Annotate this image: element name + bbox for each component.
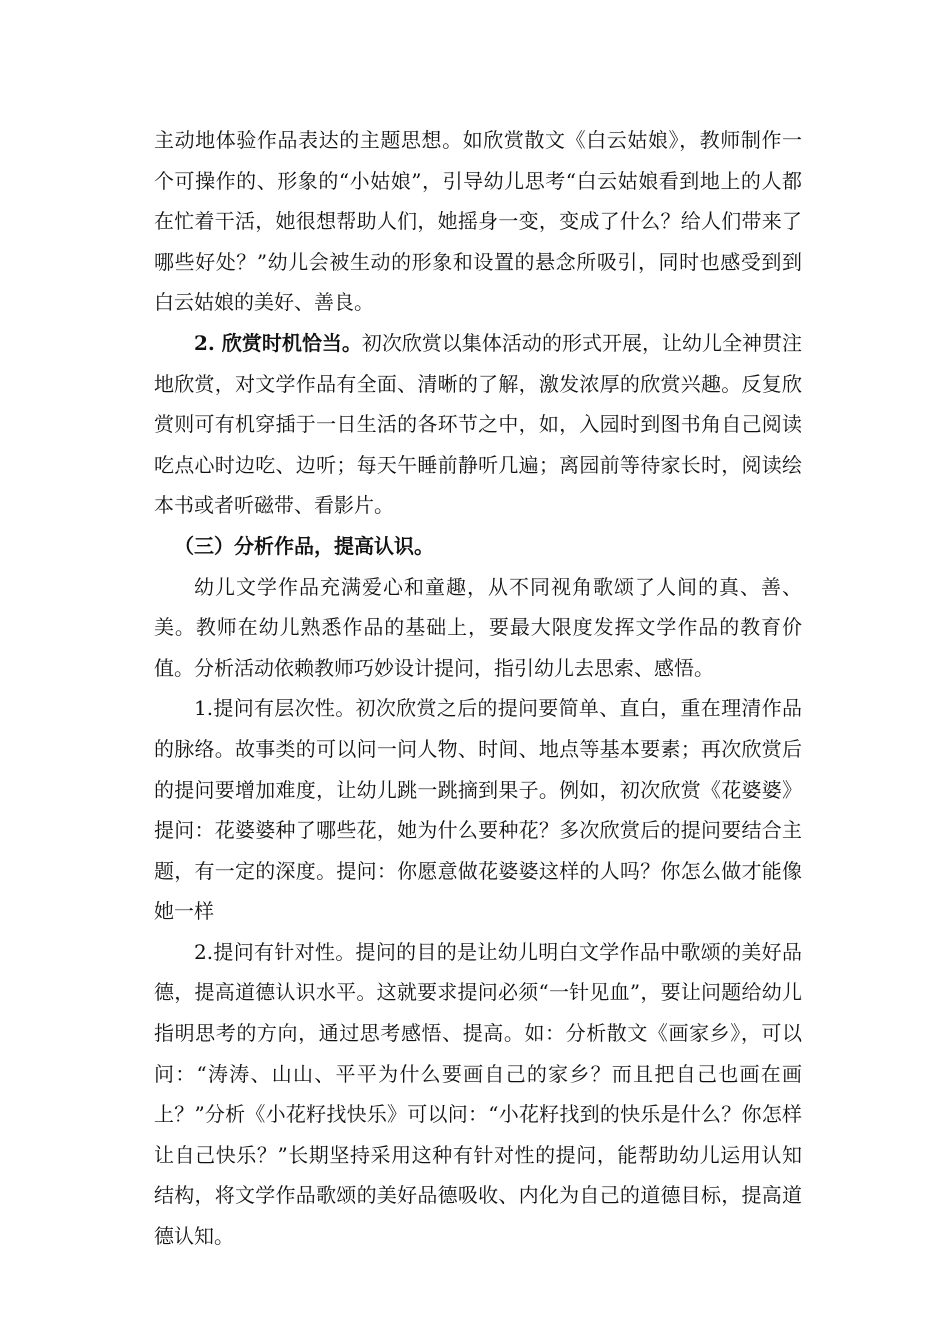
subheading-appreciation-timing: 2. 欣赏时机恰当。: [194, 330, 362, 355]
paragraph-questions-targeted: 2.提问有针对性。提问的目的是让幼儿明白文学作品中歌颂的美好品德，提高道德认识水平。这就要求提问必须“一针见血”，要让问题给幼儿指明思考的方向，通过思考感悟、提高。如：分析散文《画家乡》，可以问：“涛涛、山山、平平为什么要画自己的家乡？而且把自己也画在画上？”分析《小花籽找快乐》可以问：“小花籽找到的快乐是什么？你怎样让自己快乐？”长期坚持采用这种有针对性的提问，能帮助幼儿运用认知结构，将文学作品歌颂的美好品德吸收、内化为自己的道德目标，提高道德认知。: [154, 939, 802, 1249]
section-heading-analyze-works: （三）分析作品，提高认识。: [174, 533, 434, 558]
paragraph-analysis-intro: 幼儿文学作品充满爱心和童趣，从不同视角歌颂了人间的真、善、美。教师在幼儿熟悉作品的基础上，要最大限度发挥文学作品的教育价值。分析活动依赖教师巧妙设计提问，指引幼儿去思索、感悟。: [154, 574, 802, 680]
paragraph-appreciation-timing: [154, 323, 802, 526]
document-body: [154, 120, 802, 1257]
paragraph-appreciation-timing-text: 初次欣赏以集体活动的形式开展，让幼儿全神贯注地欣赏，对文学作品有全面、清晰的了解，激发浓厚的欣赏兴趣。反复欣赏则可有机穿插于一日生活的各环节之中，如，入园时到图书角自己阅读吃点心时边吃、边听；每天午睡前静听几遍；离园前等待家长时，阅读绘本书或者听磁带、看影片。: [154, 330, 803, 518]
paragraph-white-cloud-example: 主动地体验作品表达的主题思想。如欣赏散文《白云姑娘》，教师制作一个可操作的、形象的“小姑娘”，引导幼儿思考“白云姑娘看到地上的人都在忙着干活，她很想帮助人们，她摇身一变，变成了什么？给人们带来了哪些好处？”幼儿会被生动的形象和设置的悬念所吸引，同时也感受到到白云姑娘的美好、善良。: [154, 128, 802, 315]
paragraph-questions-layered: 1.提问有层次性。初次欣赏之后的提问要简单、直白，重在理清作品的脉络。故事类的可以问一问人物、时间、地点等基本要素；再次欣赏后的提问要增加难度，让幼儿跳一跳摘到果子。例如，初次欣赏《花婆婆》提问：花婆婆种了哪些花，她为什么要种花？多次欣赏后的提问要结合主题，有一定的深度。提问：你愿意做花婆婆这样的人吗？你怎么做才能像她一样: [154, 696, 802, 924]
